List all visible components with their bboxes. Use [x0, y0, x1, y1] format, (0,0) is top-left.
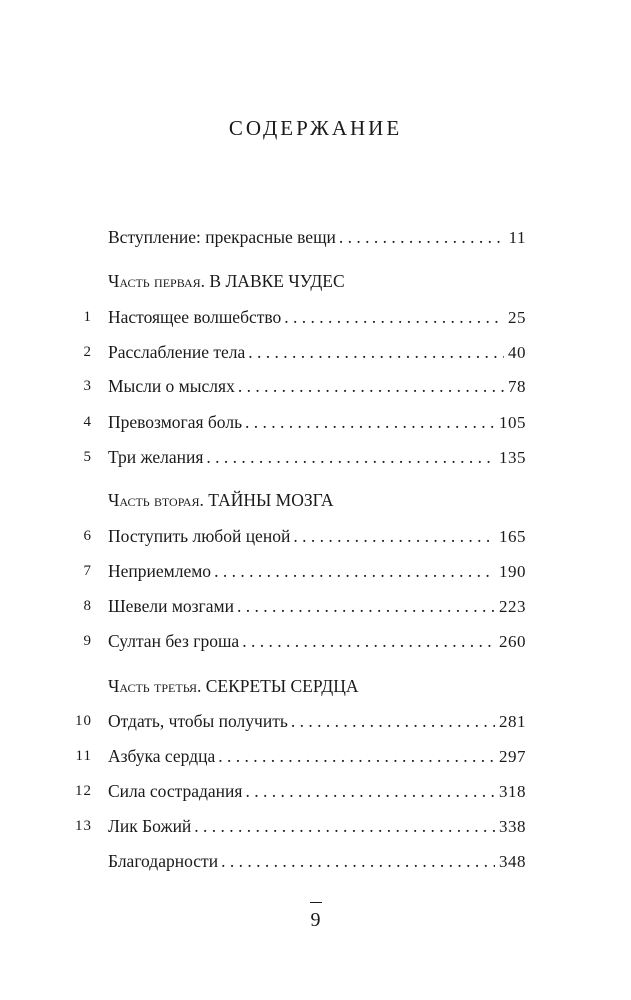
chapter-number: 11	[75, 748, 92, 764]
entry-page-number: 348	[499, 852, 526, 871]
part-name: СЕКРЕТЫ СЕРДЦА	[205, 676, 359, 696]
entry-label: Благодарности	[108, 851, 219, 871]
toc-entry-chapter-12[interactable]	[0, 778, 631, 804]
part-prefix: Часть вторая.	[108, 490, 204, 510]
toc-entry-chapter-3[interactable]	[0, 373, 631, 399]
dot-leader	[245, 778, 495, 804]
entry-page-number: 25	[508, 308, 526, 327]
dot-leader	[339, 224, 505, 250]
entry-label: Мысли о мыслях	[108, 376, 235, 396]
toc-entry-chapter-1[interactable]	[0, 304, 631, 330]
entry-label: Шевели мозгами	[108, 596, 234, 616]
dot-leader	[221, 848, 495, 874]
dot-leader	[214, 558, 495, 584]
chapter-number: 13	[75, 818, 92, 834]
part-prefix: Часть третья.	[108, 676, 202, 696]
chapter-number: 2	[83, 344, 92, 360]
toc-entry-acknowledgements[interactable]	[0, 848, 631, 874]
part-heading-2	[108, 487, 333, 513]
chapter-number: 4	[83, 414, 92, 430]
entry-page-number: 338	[499, 817, 526, 836]
folio-rule	[310, 902, 322, 903]
part-heading-3	[108, 673, 359, 699]
toc-entry-chapter-11[interactable]	[0, 743, 631, 769]
dot-leader	[206, 444, 495, 470]
dot-leader	[194, 813, 495, 839]
entry-page-number: 11	[508, 228, 526, 247]
toc-entry-chapter-4[interactable]	[0, 409, 631, 435]
entry-page-number: 223	[499, 597, 526, 616]
dot-leader	[245, 409, 495, 435]
dot-leader	[237, 593, 495, 619]
dot-leader	[248, 339, 504, 365]
toc-entry-chapter-6[interactable]	[0, 523, 631, 549]
entry-label: Настоящее волшебство	[108, 307, 282, 327]
part-name: В ЛАВКЕ ЧУДЕС	[209, 271, 345, 291]
page-number: 9	[310, 909, 321, 931]
chapter-number: 7	[83, 563, 92, 579]
chapter-number: 12	[75, 783, 92, 799]
dot-leader	[291, 708, 495, 734]
entry-page-number: 135	[499, 448, 526, 467]
entry-page-number: 78	[508, 377, 526, 396]
dot-leader	[238, 373, 504, 399]
toc-title: СОДЕРЖАНИЕ	[228, 116, 403, 140]
chapter-number: 5	[83, 449, 92, 465]
entry-page-number: 297	[499, 747, 526, 766]
toc-entry-chapter-5[interactable]	[0, 444, 631, 470]
entry-page-number: 165	[499, 527, 526, 546]
chapter-number: 10	[75, 713, 92, 729]
chapter-number: 1	[83, 309, 92, 325]
entry-label: Неприемлемо	[108, 561, 212, 581]
entry-label: Три желания	[108, 447, 204, 467]
toc-entry-intro[interactable]	[0, 224, 631, 250]
part-name: ТАЙНЫ МОЗГА	[208, 490, 334, 510]
entry-label: Азбука сердца	[108, 746, 216, 766]
toc-entry-chapter-8[interactable]	[0, 593, 631, 619]
toc-entry-chapter-10[interactable]	[0, 708, 631, 734]
entry-label: Лик Божий	[108, 816, 192, 836]
toc-entry-chapter-7[interactable]	[0, 558, 631, 584]
entry-page-number: 281	[499, 712, 526, 731]
entry-label: Расслабление тела	[108, 342, 246, 362]
dot-leader	[242, 628, 495, 654]
toc-entry-chapter-2[interactable]	[0, 339, 631, 365]
entry-label: Превозмогая боль	[108, 412, 243, 432]
entry-page-number: 190	[499, 562, 526, 581]
entry-label: Сила сострадания	[108, 781, 243, 801]
entry-page-number: 40	[508, 343, 526, 362]
page-folio	[0, 902, 631, 932]
part-prefix: Часть первая.	[108, 271, 206, 291]
entry-page-number: 105	[499, 413, 526, 432]
entry-label: Султан без гроша	[108, 631, 240, 651]
dot-leader	[284, 304, 504, 330]
toc-entry-chapter-13[interactable]	[0, 813, 631, 839]
entry-page-number: 318	[499, 782, 526, 801]
chapter-number: 9	[83, 633, 92, 649]
dot-leader	[293, 523, 495, 549]
part-heading-1	[108, 268, 345, 294]
dot-leader	[218, 743, 495, 769]
chapter-number: 8	[83, 598, 92, 614]
entry-label: Отдать, чтобы получить	[108, 711, 288, 731]
chapter-number: 6	[83, 528, 92, 544]
entry-label: Поступить любой ценой	[108, 526, 291, 546]
chapter-number: 3	[83, 378, 92, 394]
entry-page-number: 260	[499, 632, 526, 651]
entry-label: Вступление: прекрасные вещи	[108, 227, 336, 247]
toc-entry-chapter-9[interactable]	[0, 628, 631, 654]
